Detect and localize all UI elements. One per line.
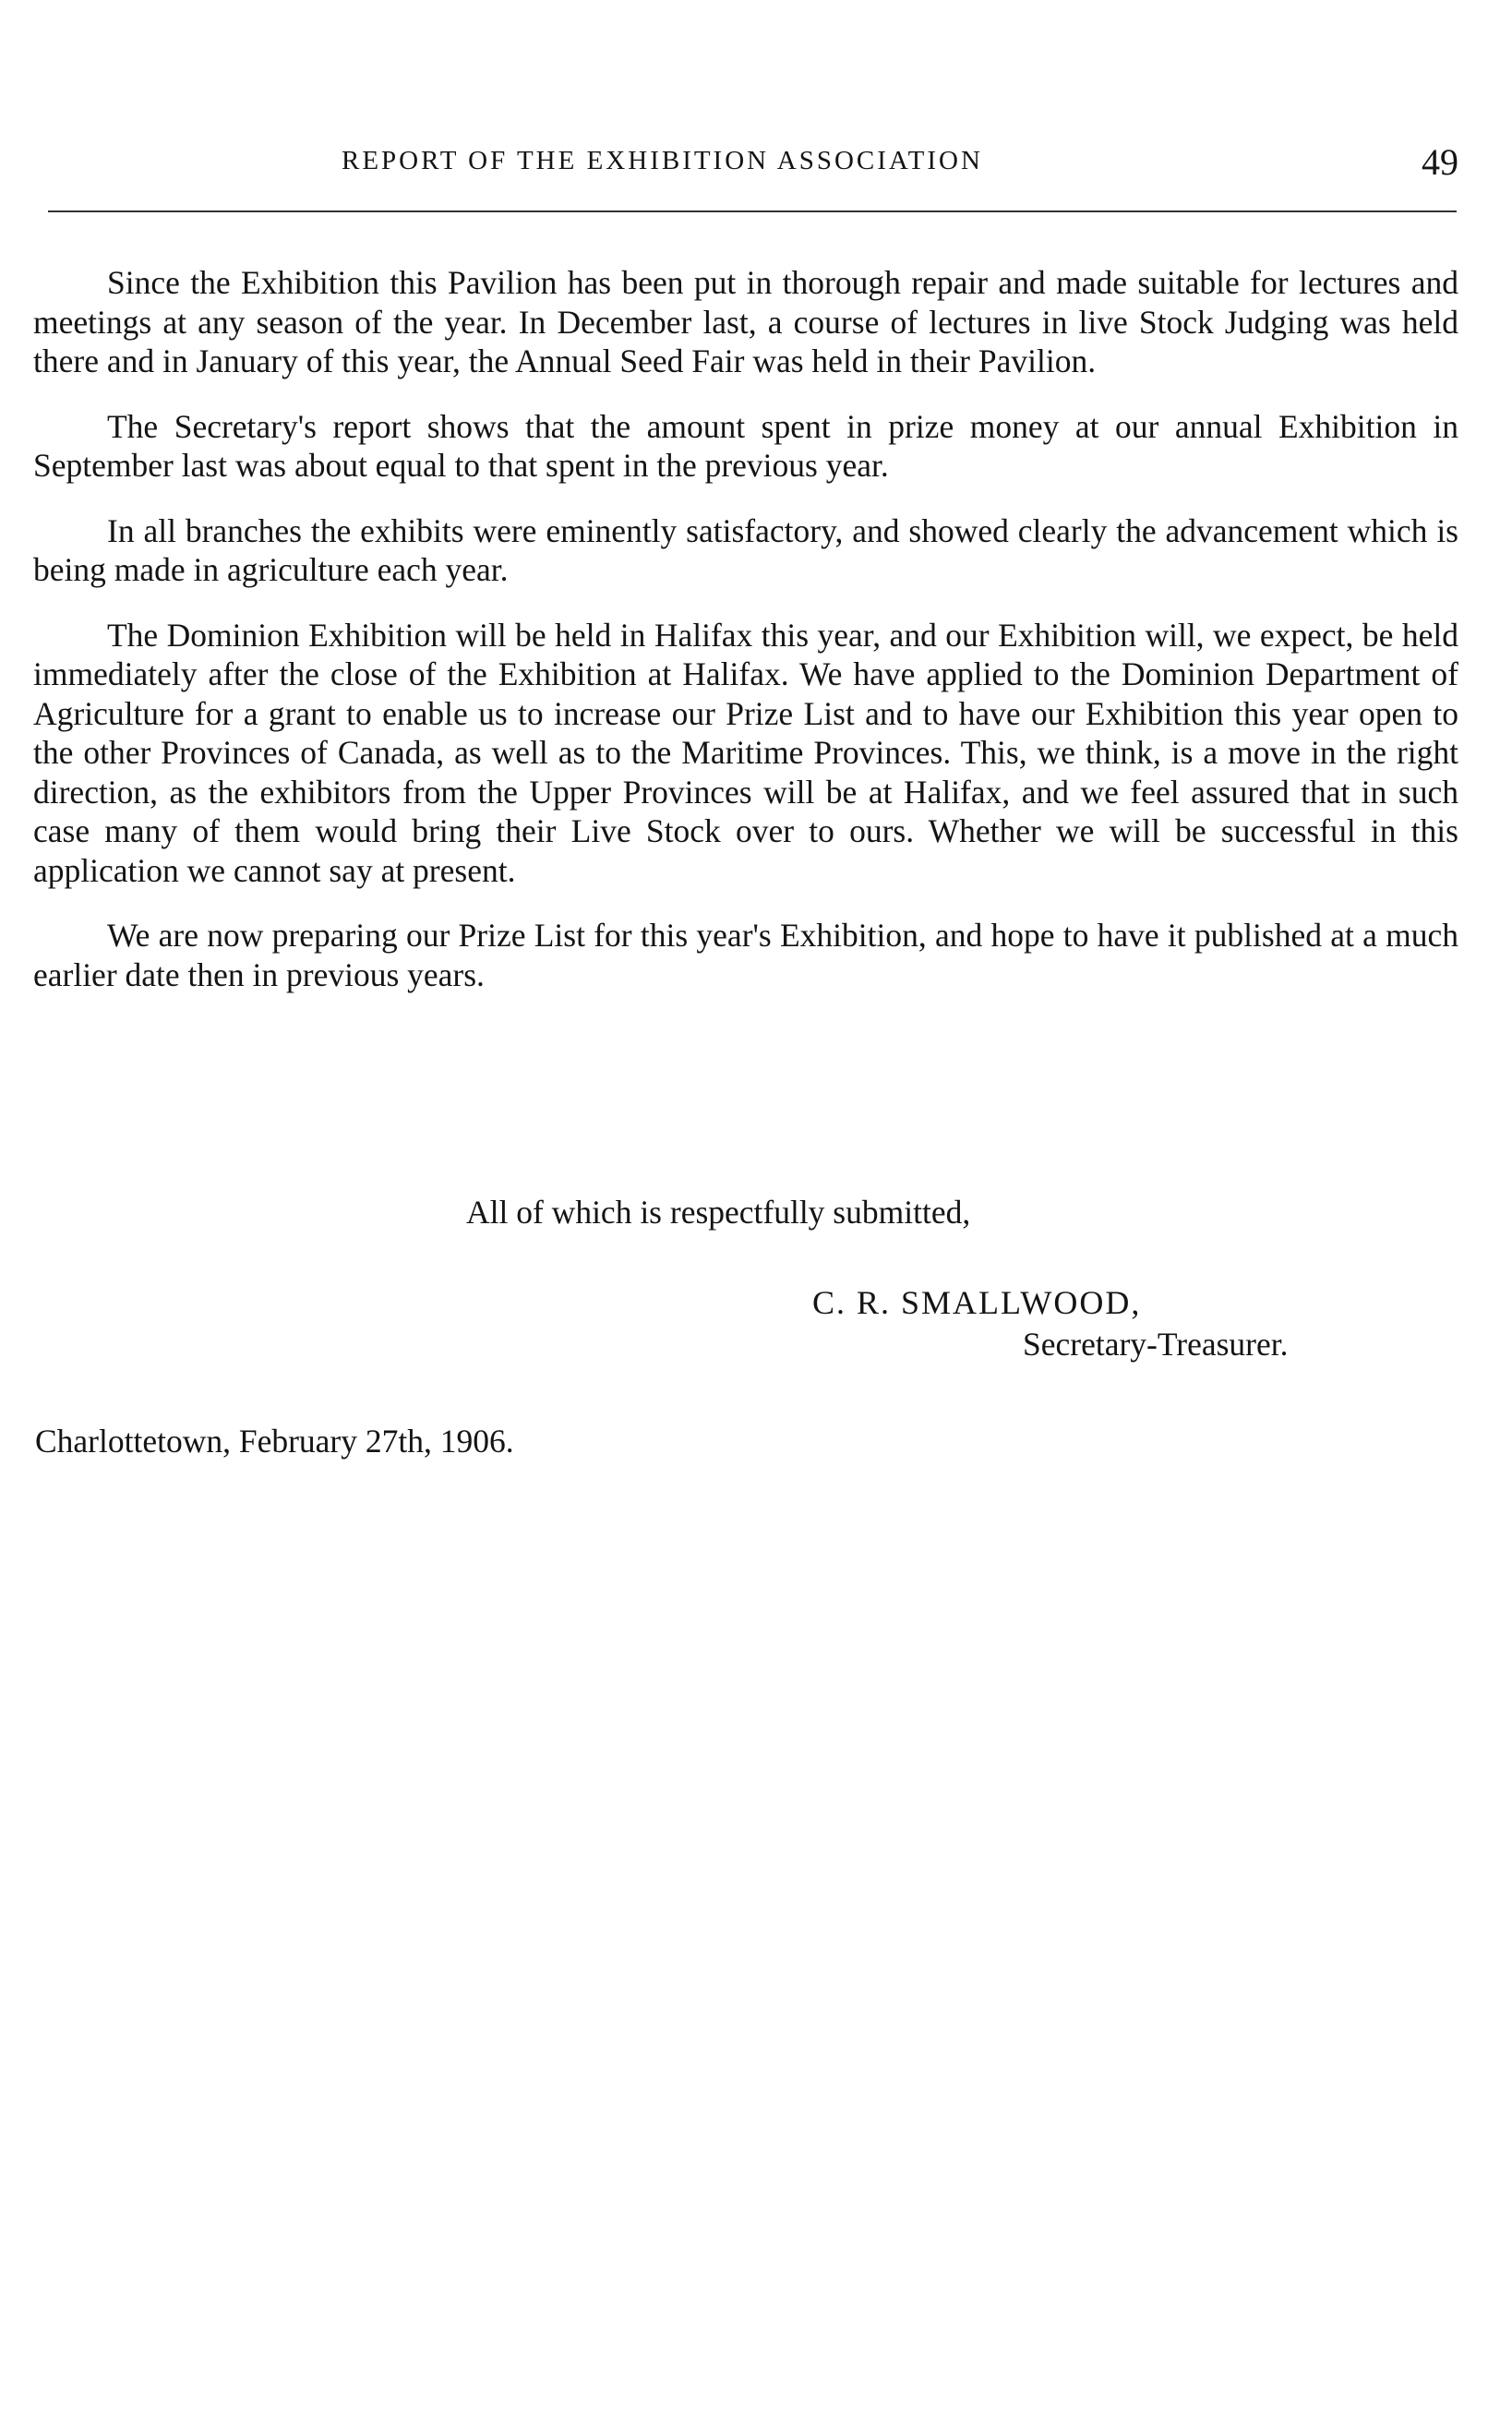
signature-title: Secretary-Treasurer.: [1023, 1326, 1289, 1363]
page-number: 49: [1422, 141, 1458, 183]
running-head: REPORT OF THE EXHIBITION ASSOCIATION: [342, 146, 983, 175]
body-text: [33, 263, 1458, 1020]
paragraph-dominion-exhibition: The Dominion Exhibition will be held in Halifax this year, and our Exhibition will, we expect, be held immediately after the close of the Exhibition at Halifax. We have applied to the Dominion Department of Agriculture for a grant to enable us to increase our Prize List and to have our Exhibition this year open to the other Provinces of Canada, as well as to the Maritime Provinces. This, we think, is a move in the right direction, as the exhibitors from the Upper Provinces will be at Halifax, and we feel assured that in such case many of them would bring their Live Stock over to ours. Whether we will be successful in this application we cannot say at present.: [33, 616, 1458, 889]
paragraph-prize-list: We are now preparing our Prize List for this year's Exhibition, and hope to have it published at a much earlier date then in previous years.: [33, 917, 1458, 993]
header-rule: [48, 210, 1457, 212]
closing-line: All of which is respectfully submitted,: [466, 1194, 971, 1231]
paragraph-prize-money: The Secretary's report shows that the amount spent in prize money at our annual Exhibition in September last was about equal to that spent in the previous year.: [33, 407, 1458, 484]
paragraph-exhibits: In all branches the exhibits were eminently satisfactory, and showed clearly the advancement which is being made in agriculture each year.: [33, 511, 1458, 588]
dateline: Charlottetown, February 27th, 1906.: [35, 1423, 514, 1460]
paragraph-pavilion: Since the Exhibition this Pavilion has been put in thorough repair and made suitable for lectures and meetings at any season of the year. In December last, a course of lectures in live Stock Judging was held there and in January of this year, the Annual Seed Fair was held in their Pavilion.: [33, 264, 1458, 379]
signature-name: C. R. SMALLWOOD,: [812, 1284, 1142, 1321]
